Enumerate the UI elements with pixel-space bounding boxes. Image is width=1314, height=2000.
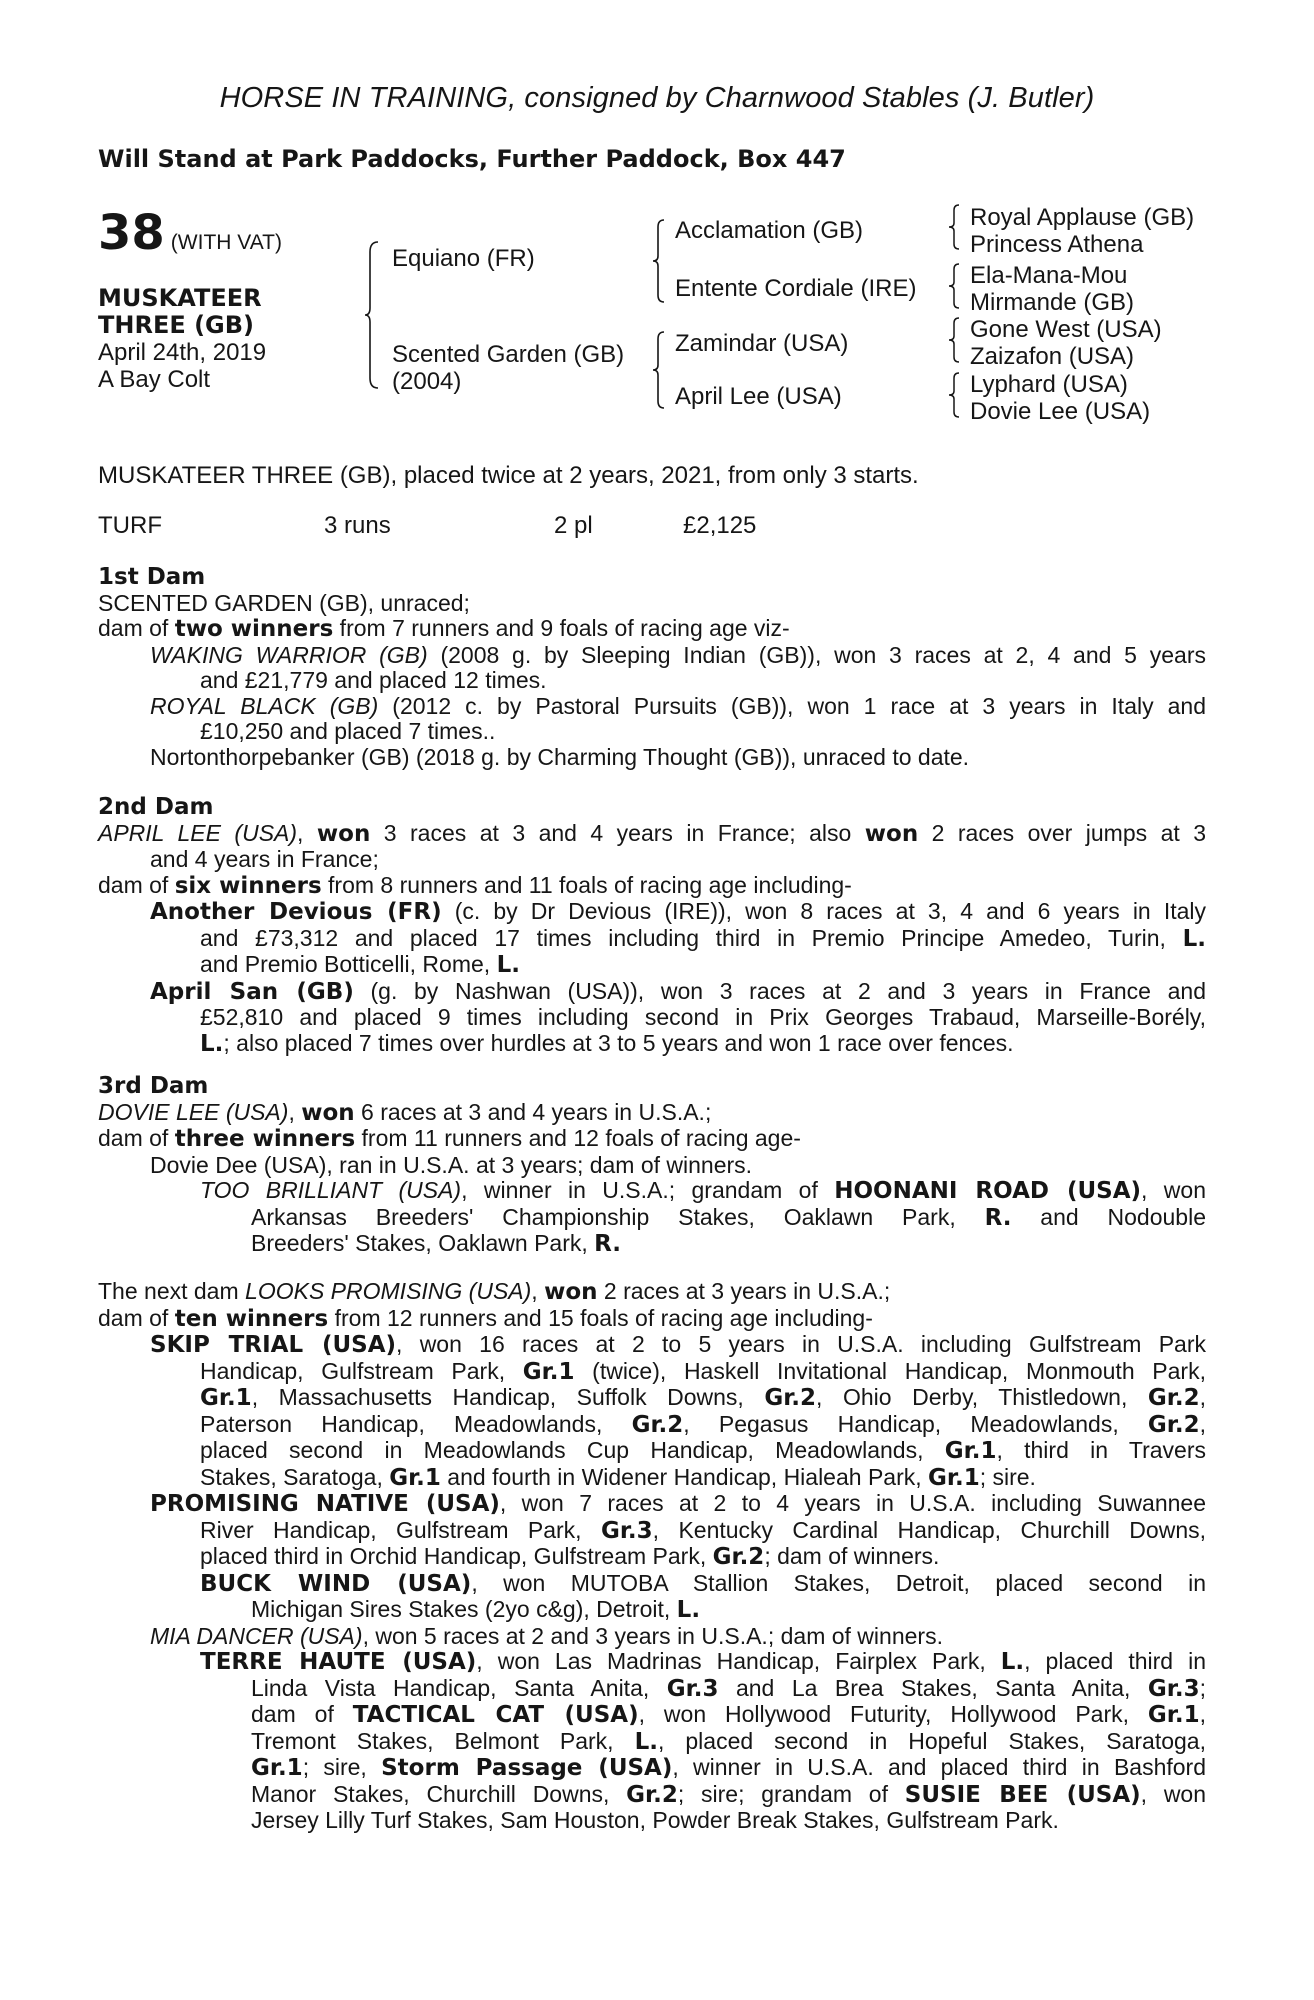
progeny-entry: SKIP TRIAL (USA), won 16 races at 2 to 5 years in U.S.A. including Gulfstream Park	[150, 1331, 1206, 1358]
progeny-entry: WAKING WARRIOR (GB) (2008 g. by Sleeping Indian (GB)), won 3 races at 2, 4 and 5 years	[150, 641, 1206, 668]
first-dam-section	[98, 565, 1206, 770]
progeny-entry-cont: Breeders' Stakes, Oaklawn Park, R.	[251, 1230, 622, 1257]
ggp-6: Zaizafon (USA)	[970, 343, 1135, 370]
progeny-entry-cont: Gr.1, Massachusetts Handicap, Suffolk Downs, Gr.2, Ohio Derby, Thistledown, Gr.2,	[200, 1384, 1206, 1411]
sire-parents-brace	[652, 218, 668, 304]
ggp-brace-1	[948, 203, 962, 251]
second-dam-section	[98, 795, 1206, 1057]
record-earnings: £2,125	[683, 512, 757, 539]
progeny-entry: Nortonthorpebanker (GB) (2018 g. by Charming Thought (GB)), unraced to date.	[150, 743, 970, 770]
progeny-entry-cont: placed second in Meadowlands Cup Handicap, Meadowlands, Gr.1, third in Travers	[200, 1437, 1206, 1464]
horse-name-line1: MUSKATEER	[98, 284, 262, 312]
record-placed: 2 pl	[554, 512, 593, 539]
sire-dam: Entente Cordiale (IRE)	[675, 275, 917, 302]
ggp-4: Mirmande (GB)	[970, 289, 1135, 316]
progeny-entry-cont: Paterson Handicap, Meadowlands, Gr.2, Pegasus Handicap, Meadowlands, Gr.2,	[200, 1410, 1206, 1438]
record-runs: 3 runs	[324, 512, 391, 539]
progeny-entry: TERRE HAUTE (USA), won Las Madrinas Handicap, Fairplex Park, L., placed third in	[200, 1648, 1207, 1675]
second-dam-produce-line: dam of six winners from 8 runners and 11 foals of racing age including-	[98, 871, 852, 899]
second-dam-heading: 2nd Dam	[98, 794, 214, 820]
vat-note: (WITH VAT)	[170, 231, 282, 254]
race-summary: MUSKATEER THREE (GB), placed twice at 2 years, 2021, from only 3 starts.	[98, 462, 919, 489]
progeny-entry-cont: and Premio Botticelli, Rome, L.	[200, 951, 520, 978]
progeny-entry: April San (GB) (g. by Nashwan (USA)), won 3 races at 2 and 3 years in France and	[150, 977, 1207, 1005]
page-title: HORSE IN TRAINING, consigned by Charnwood Stables (J. Butler)	[219, 82, 1095, 114]
progeny-entry: Dovie Dee (USA), ran in U.S.A. at 3 years; dam of winners.	[150, 1151, 753, 1178]
progeny-entry-cont: River Handicap, Gulfstream Park, Gr.3, Kentucky Cardinal Handicap, Churchill Downs,	[200, 1516, 1206, 1544]
progeny-entry-cont: £10,250 and placed 7 times..	[200, 718, 496, 744]
first-dam-heading: 1st Dam	[98, 564, 206, 590]
third-dam-line: DOVIE LEE (USA), won 6 races at 3 and 4 years in U.S.A.;	[98, 1098, 712, 1126]
sire-sire: Acclamation (GB)	[675, 217, 864, 244]
foaling-date: April 24th, 2019	[98, 339, 267, 366]
ggp-2: Princess Athena	[970, 231, 1144, 258]
progeny-entry-cont: £52,810 and placed 9 times including second in Prix Georges Trabaud, Marseille-Borély,	[200, 1004, 1206, 1030]
progeny-entry-cont: Gr.1; sire, Storm Passage (USA), winner in U.S.A. and placed third in Bashford	[251, 1754, 1206, 1781]
progeny-entry: MIA DANCER (USA), won 5 races at 2 and 3 years in U.S.A.; dam of winners.	[150, 1622, 943, 1649]
progeny-entry-cont: and £21,779 and placed 12 times.	[200, 667, 547, 693]
lot-number-block	[98, 205, 282, 261]
progeny-entry-cont: dam of TACTICAL CAT (USA), won Hollywood Futurity, Hollywood Park, Gr.1,	[251, 1701, 1206, 1728]
ggp-3: Ela-Mana-Mou	[970, 262, 1128, 289]
ggp-1: Royal Applause (GB)	[970, 204, 1195, 231]
progeny-entry-cont: Handicap, Gulfstream Park, Gr.1 (twice), Haskell Invitational Handicap, Monmouth Park,	[200, 1357, 1206, 1385]
progeny-entry-cont: L.; also placed 7 times over hurdles at 3 to 5 years and won 1 race over fences.	[200, 1029, 1014, 1057]
sire-dam-brace	[364, 240, 384, 390]
sire-name: Equiano (FR)	[392, 245, 535, 272]
stand-location: Will Stand at Park Paddocks, Further Paddock, Box 447	[98, 145, 846, 173]
second-dam-line-cont: and 4 years in France;	[150, 846, 379, 872]
progeny-entry: TOO BRILLIANT (USA), winner in U.S.A.; grandam of HOONANI ROAD (USA), won	[200, 1177, 1206, 1204]
progeny-entry: Another Devious (FR) (c. by Dr Devious (IRE)), won 8 races at 3, 4 and 6 years in Italy	[150, 898, 1206, 925]
ggp-brace-2	[948, 262, 962, 310]
progeny-entry-cont: Manor Stakes, Churchill Downs, Gr.2; sire; grandam of SUSIE BEE (USA), won	[251, 1780, 1207, 1808]
dam-sire: Zamindar (USA)	[675, 330, 849, 357]
progeny-entry: ROYAL BLACK (GB) (2012 c. by Pastoral Pursuits (GB)), won 1 race at 3 years in Italy and	[150, 692, 1206, 719]
horse-info	[98, 285, 266, 393]
dam-dam: April Lee (USA)	[675, 383, 842, 410]
progeny-entry: PROMISING NATIVE (USA), won 7 races at 2 to 4 years in U.S.A. including Suwannee	[150, 1490, 1206, 1517]
horse-description: A Bay Colt	[98, 366, 211, 393]
ggp-5: Gone West (USA)	[970, 316, 1162, 343]
progeny-entry-cont: Stakes, Saratoga, Gr.1 and fourth in Widener Handicap, Hialeah Park, Gr.1; sire.	[200, 1463, 1036, 1491]
horse-name-line2: THREE (GB)	[98, 311, 255, 339]
first-dam-produce-line: dam of two winners from 7 runners and 9 foals of racing age viz-	[98, 615, 790, 642]
progeny-entry-cont: Tremont Stakes, Belmont Park, L., placed second in Hopeful Stakes, Saratoga,	[251, 1727, 1206, 1755]
second-dam-line: APRIL LEE (USA), won 3 races at 3 and 4 years in France; also won 2 races over jumps at 3	[98, 819, 1207, 847]
third-dam-section	[98, 1074, 1206, 1258]
progeny-entry-cont: and £73,312 and placed 17 times including third in Premio Principe Amedeo, Turin, L.	[200, 924, 1206, 952]
third-dam-heading: 3rd Dam	[98, 1073, 209, 1099]
third-dam-produce-line: dam of three winners from 11 runners and 12 foals of racing age-	[98, 1125, 801, 1152]
dam-year: (2004)	[392, 368, 462, 395]
next-dam-line: The next dam LOOKS PROMISING (USA), won 2 races at 3 years in U.S.A.;	[98, 1278, 891, 1305]
record-surface: TURF	[98, 512, 162, 539]
next-dam-section	[98, 1279, 1206, 1834]
dam-parents-brace	[652, 330, 668, 410]
progeny-entry-cont: Jersey Lilly Turf Stakes, Sam Houston, Powder Break Stakes, Gulfstream Park.	[251, 1807, 1059, 1833]
ggp-8: Dovie Lee (USA)	[970, 398, 1151, 425]
progeny-entry-cont: Michigan Sires Stakes (2yo c&g), Detroit, L.	[251, 1596, 701, 1623]
progeny-entry-cont: Arkansas Breeders' Championship Stakes, Oaklawn Park, R. and Nodouble	[251, 1203, 1206, 1231]
ggp-brace-3	[948, 316, 962, 364]
lot-number: 38	[98, 205, 165, 261]
ggp-7: Lyphard (USA)	[970, 371, 1128, 398]
first-dam-line: SCENTED GARDEN (GB), unraced;	[98, 589, 470, 616]
progeny-entry-cont: placed third in Orchid Handicap, Gulfstream Park, Gr.2; dam of winners.	[200, 1543, 940, 1570]
dam-name: Scented Garden (GB)	[392, 341, 625, 368]
next-dam-produce-line: dam of ten winners from 12 runners and 15 foals of racing age including-	[98, 1304, 873, 1332]
ggp-brace-4	[948, 371, 962, 419]
progeny-entry: BUCK WIND (USA), won MUTOBA Stallion Stakes, Detroit, placed second in	[200, 1569, 1206, 1597]
progeny-entry-cont: Linda Vista Handicap, Santa Anita, Gr.3 and La Brea Stakes, Santa Anita, Gr.3;	[251, 1674, 1206, 1702]
